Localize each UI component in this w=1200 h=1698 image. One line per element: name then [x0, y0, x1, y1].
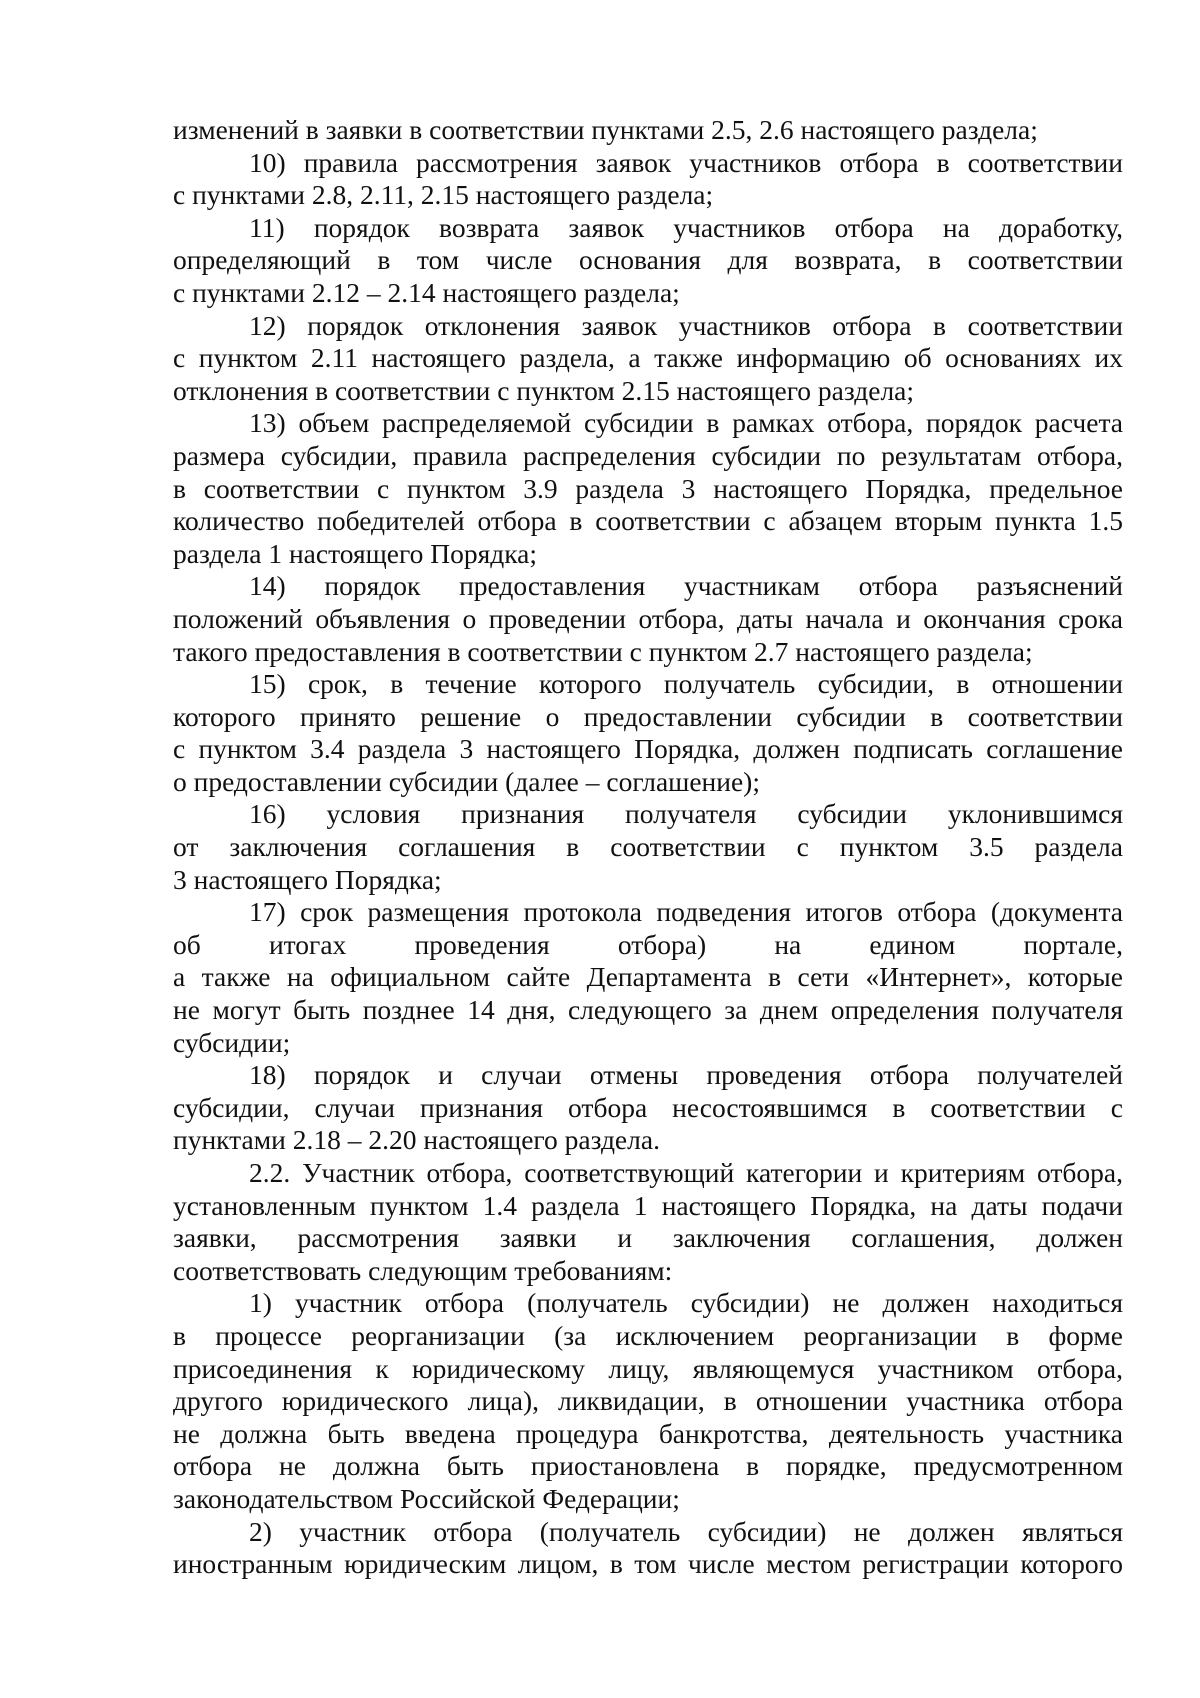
text-line: отклонения в соответствии с пунктом 2.15 настоящего раздела; — [173, 374, 915, 406]
text-line: а также на официальном сайте Департамента в сети «Интернет», которые — [173, 961, 1123, 993]
text-line: присоединения к юридическому лицу, являющемуся участником отбора, — [173, 1352, 1123, 1384]
text-line: 10) правила рассмотрения заявок участников отбора в соответствии — [249, 146, 1123, 178]
text-line: изменений в заявки в соответствии пунктами 2.5, 2.6 настоящего раздела; — [173, 114, 1038, 145]
text-line: 1) участник отбора (получатель субсидии) не должен находиться — [249, 1287, 1123, 1319]
text-line: об итогах проведения отбора) на едином портале, — [173, 928, 1123, 960]
text-line: законодательством Российской Федерации; — [173, 1482, 680, 1514]
text-line: не должна быть введена процедура банкротства, деятельность участника — [173, 1417, 1123, 1449]
text-line: 13) объем распределяемой субсидии в рамках отбора, порядок расчета — [249, 407, 1123, 439]
text-line: с пунктом 3.4 раздела 3 настоящего Порядка, должен подписать соглашение — [173, 733, 1123, 765]
text-line: субсидии; — [173, 1026, 291, 1058]
text-line: размера субсидии, правила распределения субсидии по результатам отбора, — [173, 439, 1123, 471]
text-line: 12) порядок отклонения заявок участников отбора в соответствии — [249, 309, 1123, 341]
text-line: 14) порядок предоставления участникам отбора разъяснений — [249, 570, 1123, 602]
text-line: установленным пунктом 1.4 раздела 1 настоящего Порядка, на даты подачи — [173, 1189, 1123, 1221]
text-line: другого юридического лица), ликвидации, в отношении участника отбора — [173, 1385, 1123, 1417]
text-line: в процессе реорганизации (за исключением реорганизации в форме — [173, 1319, 1123, 1351]
text-line: соответствовать следующим требованиям: — [173, 1254, 673, 1286]
text-line: количество победителей отбора в соответствии с абзацем вторым пункта 1.5 — [173, 505, 1123, 537]
text-line: положений объявления о проведении отбора, даты начала и окончания срока — [173, 602, 1123, 634]
text-line: от заключения соглашения в соответствии с пунктом 3.5 раздела — [173, 831, 1123, 863]
text-line: 3 настоящего Порядка; — [173, 863, 442, 895]
text-line: раздела 1 настоящего Порядка; — [173, 537, 537, 569]
text-line: 17) срок размещения протокола подведения итогов отбора (документа — [249, 896, 1123, 928]
text-line: 11) порядок возврата заявок участников отбора на доработку, — [249, 211, 1123, 243]
text-line: заявки, рассмотрения заявки и заключения соглашения, должен — [173, 1222, 1123, 1254]
text-line: такого предоставления в соответствии с пунктом 2.7 настоящего раздела; — [173, 635, 1033, 667]
text-line: 2) участник отбора (получатель субсидии) не должен являться — [249, 1515, 1123, 1547]
text-line: с пунктами 2.8, 2.11, 2.15 настоящего раздела; — [173, 179, 714, 211]
text-line: субсидии, случаи признания отбора несостоявшимся в соответствии с — [173, 1091, 1123, 1123]
text-line: 15) срок, в течение которого получатель субсидии, в отношении — [249, 668, 1123, 700]
text-line: о предоставлении субсидии (далее – соглашение); — [173, 765, 760, 797]
text-line: 18) порядок и случаи отмены проведения отбора получателей — [249, 1059, 1123, 1091]
text-line: иностранным юридическим лицом, в том числе местом регистрации которого — [173, 1548, 1123, 1580]
text-line: отбора не должна быть приостановлена в порядке, предусмотренном — [173, 1450, 1123, 1482]
text-line: с пунктами 2.12 – 2.14 настоящего раздела; — [173, 276, 680, 308]
text-line: не могут быть позднее 14 дня, следующего за днем определения получателя — [173, 994, 1123, 1026]
text-line: определяющий в том числе основания для возврата, в соответствии — [173, 244, 1123, 276]
text-line: пунктами 2.18 – 2.20 настоящего раздела. — [173, 1124, 660, 1156]
text-line: 16) условия признания получателя субсидии уклонившимся — [249, 798, 1123, 830]
text-line: с пунктом 2.11 настоящего раздела, а также информацию об основаниях их — [173, 342, 1123, 374]
text-line: которого принято решение о предоставлении субсидии в соответствии — [173, 700, 1123, 732]
text-line: 2.2. Участник отбора, соответствующий категории и критериям отбора, — [249, 1157, 1123, 1188]
document-body-text — [173, 114, 1123, 1581]
text-line: в соответствии с пунктом 3.9 раздела 3 настоящего Порядка, предельное — [173, 472, 1123, 504]
